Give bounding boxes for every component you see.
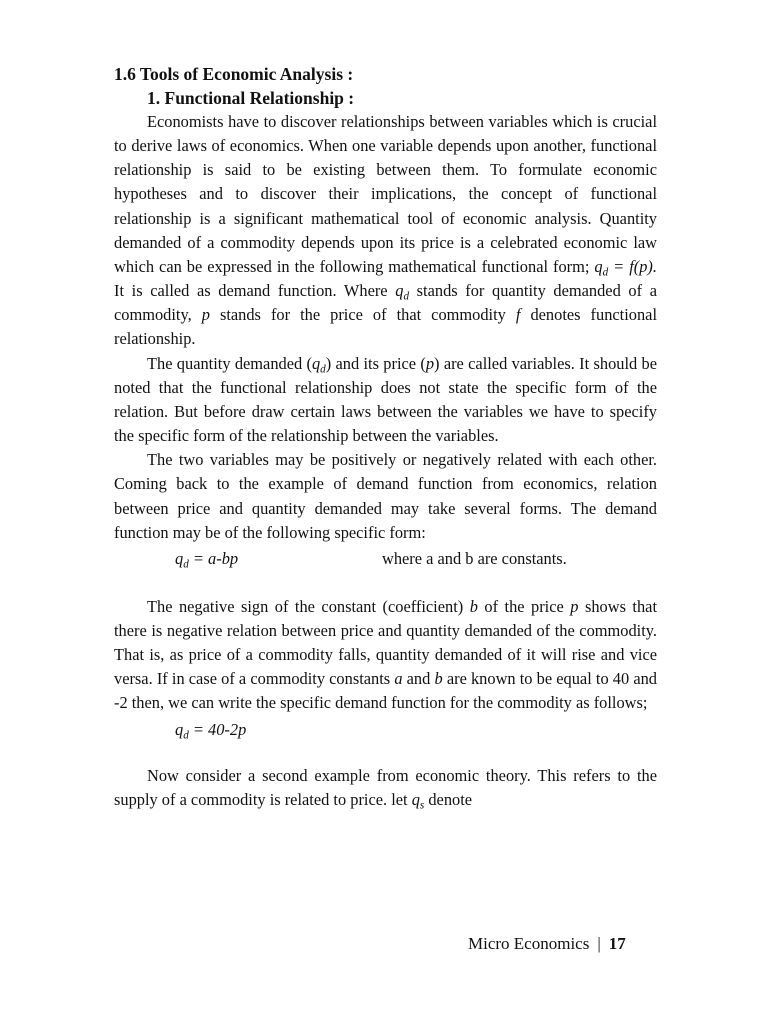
equation-expression: $q_d = 40-2p$ xyxy=(175,719,247,741)
paragraph-4: The negative sign of the constant (coefficient) b of the price p shows that there is negative relation between price and quantity demanded of the commodity. That is, as price of a commodity falls, quantity demanded of it will rise and vice versa. If in case of a commodity constants a and b are known to be equal to 40 and -2 then, we can write the specific demand function for the commodity as follows; xyxy=(114,596,658,713)
page-footer xyxy=(468,934,626,954)
paragraph-5: Now consider a second example from economic theory. This refers to the supply of a commodity is related to price. let $q_s$ denote xyxy=(114,765,657,812)
footer-separator: | xyxy=(597,934,601,953)
section-heading: 1.6 Tools of Economic Analysis : xyxy=(114,64,354,84)
page-content xyxy=(114,62,657,812)
subsection-heading: 1. Functional Relationship : xyxy=(147,88,355,108)
paragraph-3: The two variables may be positively or negatively related with each other. Coming back to the example of demand function from economics, relation between price and quantity demanded may take several forms. The demand function may be of the following specific form: xyxy=(114,450,657,542)
book-title: Micro Economics xyxy=(468,934,590,953)
equation-demand-general xyxy=(114,547,657,571)
equation-note: where a and b are constants. xyxy=(382,548,567,568)
paragraph-2: The quantity demanded $(q_d)$ and its price (p) are called variables. It should be noted that the functional relationship does not state the specific form of the relation. But before draw certain laws between the variables we have to specify the specific form of the relationship between the variables. xyxy=(114,353,657,446)
equation-expression: $q_d = a-bp$ xyxy=(175,548,239,571)
equation-demand-specific xyxy=(114,718,657,742)
page-number: 17 xyxy=(608,934,626,953)
paragraph-1: Economists have to discover relationships between variables which is crucial to derive laws of economics. When one variable depends upon another, functional relationship is said to be existing between them. To formulate economic hypotheses and to discover their implications, the concept of functional relationship is a significant mathematical tool of economic analysis. Quantity demanded of a commodity depends upon its price is a celebrated economic law which can be expressed in the following mathematical functional form; $q_d = f(p)$. It is called as demand function. Where $q_d$ stands for quantity demanded of a commodity, p stands for the price of that commodity f denotes functional relationship. xyxy=(114,112,658,349)
